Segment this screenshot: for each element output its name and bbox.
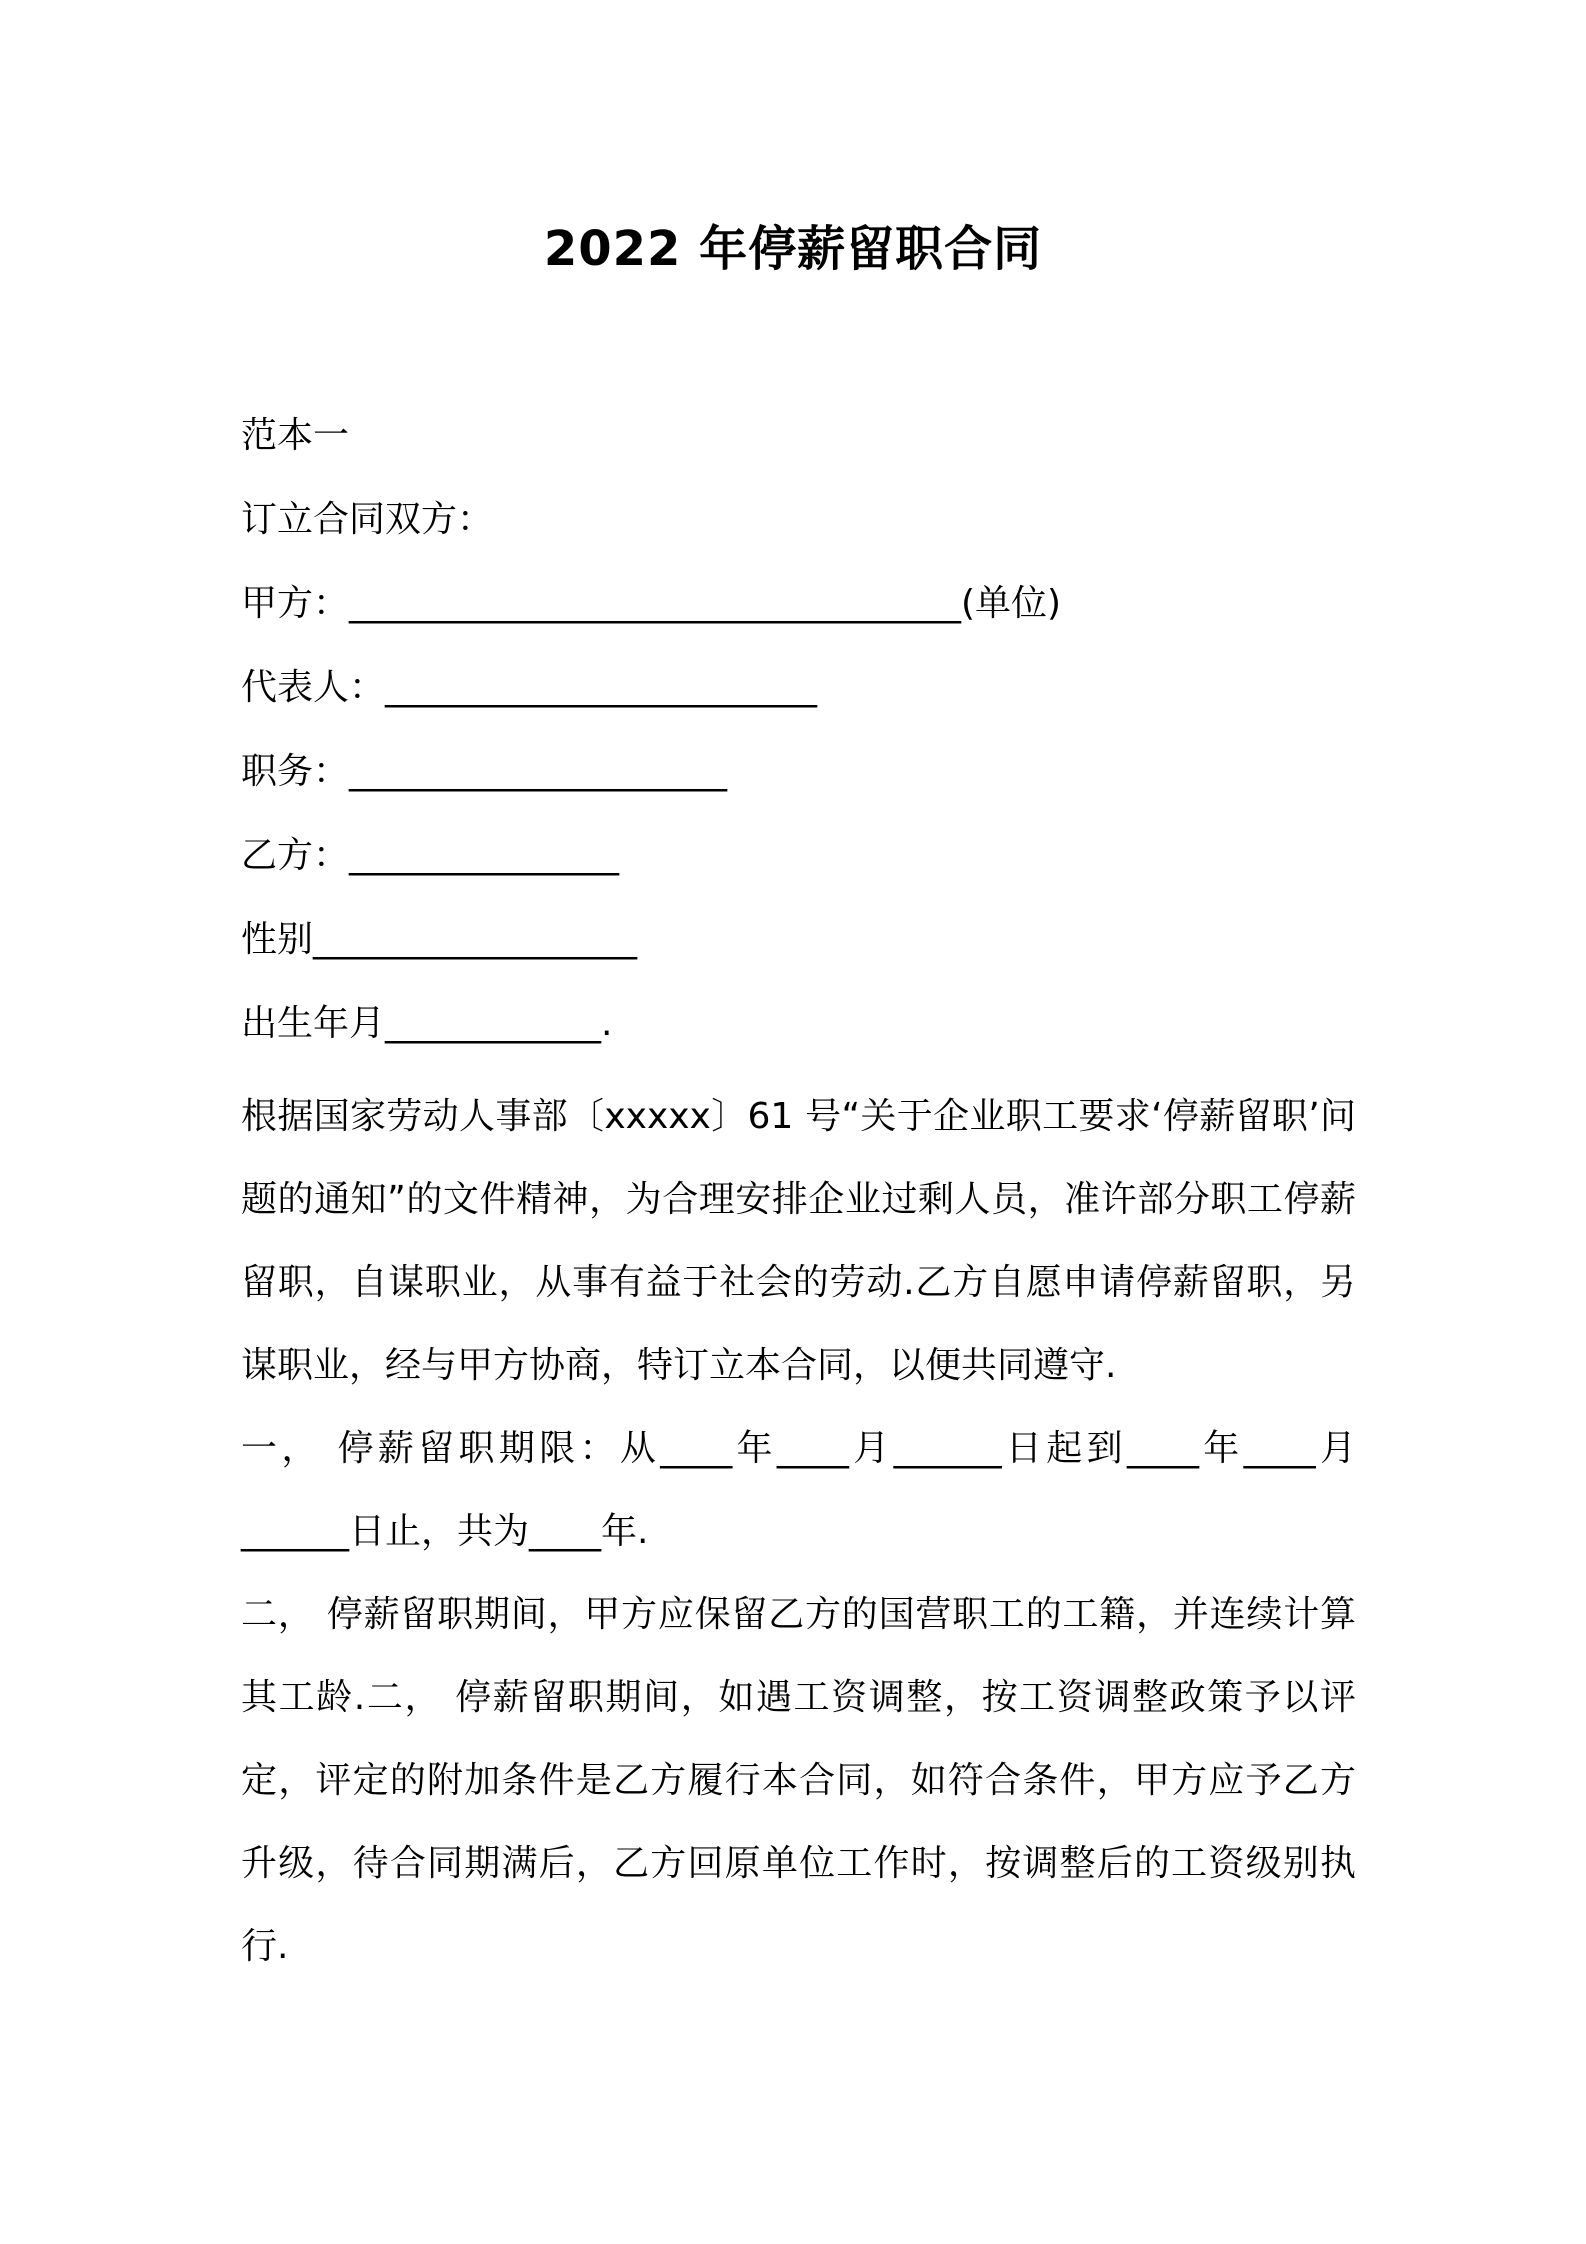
gender-field: 性别__________________ (241, 919, 638, 960)
representative-field: 代表人：________________________ (241, 667, 818, 708)
clause-1: 一， 停薪留职期限：从____年____月______日起到____年____月______日止，共为____年. (241, 1428, 1356, 1552)
clause-2: 二， 停薪留职期间，甲方应保留乙方的国营职工的工籍，并连续计算其工龄.二， 停薪留职期间，如遇工资调整，按工资调整政策予以评定，评定的附加条件是乙方履行本合同，如符合条件，甲方应予乙方升级，待合同期满后，乙方回原单位工作时，按调整后的工资级别执行. (241, 1594, 1356, 1967)
intro-paragraph: 根据国家劳动人事部〔xxxxx〕61 号“关于企业职工要求‘停薪留职’问题的通知”的文件精神，为合理安排企业过剩人员，准许部分职工停薪留职，自谋职业，从事有益于社会的劳动.乙方自愿申请停薪留职，另谋职业，经与甲方协商，特订立本合同，以便共同遵守. (241, 1096, 1356, 1386)
parties-heading: 订立合同双方： (241, 499, 494, 540)
position-field: 职务：_____________________ (241, 751, 728, 792)
party-a-field: 甲方：__________________________________(单位) (241, 583, 1062, 624)
birth-field: 出生年月____________. (241, 1003, 613, 1044)
party-b-field: 乙方：_______________ (241, 835, 620, 876)
sample-label: 范本一 (241, 415, 350, 456)
document-title: 2022 年停薪留职合同 (543, 221, 1043, 277)
